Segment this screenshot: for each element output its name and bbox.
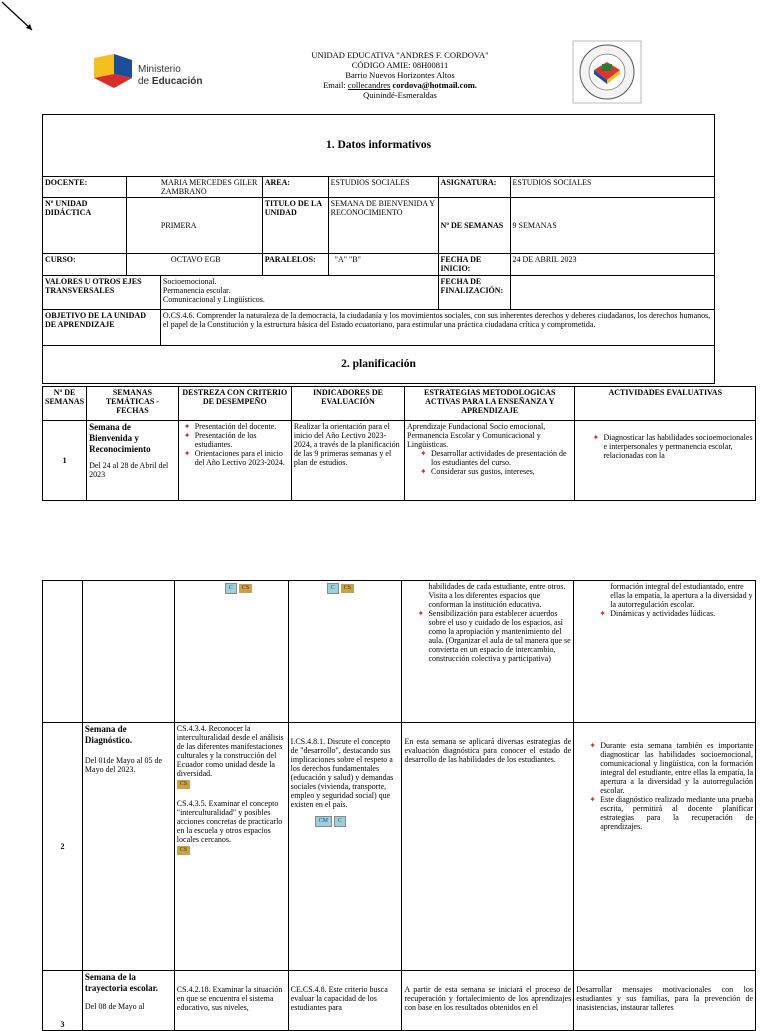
school-address: Barrio Nuevos Horizontes Altos [345, 70, 455, 80]
badge-c-3: C [334, 816, 346, 827]
row3-tema-cell [82, 971, 174, 1031]
header-estrategias: ESTRATEGIAS METODOLOGICAS ACTIVAS PARA LA ENSEÑANZA Y APRENDIZAJE [405, 387, 575, 421]
row1-fecha: Del 24 al 28 de Abril del 2023 [89, 461, 169, 479]
corner-arrow-icon [0, 0, 40, 40]
row1-estrategia: Aprendizaje Fundacional Socio emocional, Permanencia Escolar y Comunicacional y Lingüísticas. ✦ Desarrollar actividades de presentación de los estudiantes del curso. ✦ Considerar sus gustos, intereses, [405, 421, 575, 501]
badge-cm: CM [315, 816, 332, 827]
school-name: UNIDAD EDUCATIVA "ANDRES F. CORDOVA" [311, 50, 489, 60]
row2-num: 2 [43, 723, 83, 971]
asignatura-label: ASIGNATURA: [438, 177, 510, 198]
row3-fecha: Del 08 de Mayo al [84, 1002, 145, 1011]
row2-tema: Semana de Diagnóstico. [84, 724, 133, 745]
semanas-label: Nº DE SEMANAS [438, 198, 510, 254]
badge-cs-2: CS [341, 584, 354, 593]
school-email: Email: collecandres cordova@hotmail.com. [323, 80, 477, 90]
badge-cs: CS [239, 584, 252, 593]
titulo-value: SEMANA DE BIENVENIDA Y RECONOCIMIENTO [328, 198, 438, 254]
header-indicadores: INDICADORES DE EVALUACIÓN [291, 387, 404, 421]
valores-value: Socioemocional. Permanencia escolar. Comunicacional y Lingüísticos. [160, 276, 438, 310]
row3-destreza: CS.4.2.18. Examinar la situación en que se encuentra el sistema educativo, sus niveles, [174, 971, 288, 1031]
cont-num [43, 581, 83, 723]
row3-actividades: Desarrollar mensajes motivacionales con los estudiantes y sus familias, para la prevención de inasistencias, instaurar talleres [574, 971, 756, 1031]
cont-indicador [288, 581, 402, 723]
section1-title: 1. Datos informativos [43, 115, 715, 177]
semanas-value: 9 SEMANAS [510, 198, 714, 254]
school-header [260, 50, 540, 100]
badge-c-2: C [327, 583, 339, 594]
row1-num: 1 [43, 421, 87, 501]
ministry-flag-icon [92, 52, 136, 92]
row2-actividades: ✦ Durante esta semana también es importante diagnosticar las habilidades socioemocional, comunicacional y lingüística, con la formación integral del estudiante, entre ellas la empatía, la apertura a la diversidad y la autorregulación escolar. ✦ Este diagnóstico realizado mediante una prueba escrita, permitirá al docente planificar estrategias para la recuperación de aprendizajes. [574, 723, 756, 971]
row1-actividades: ✦ Diagnosticar las habilidades socioemocionales e interpersonales y permanencia escolar, relacionadas con la [575, 421, 756, 501]
unidad-value: PRIMERA [126, 198, 262, 254]
planificacion-table-continued [42, 580, 756, 1031]
row1-indicador: Realizar la orientación para el inicio del Año Lectivo 2023-2024, a través de la planificación de las 9 primeras semanas y el plan de estudios. [291, 421, 404, 501]
paralelos-value: "A" "B" [328, 254, 438, 276]
badge-cs-3: CS [177, 780, 190, 789]
area-value: ESTUDIOS SOCIALES [328, 177, 438, 198]
row3-num: 3 [43, 971, 83, 1031]
badge-cs-4: CS [177, 846, 190, 855]
cont-destreza [174, 581, 288, 723]
badge-c: C [225, 583, 237, 594]
titulo-label: TITULO DE LA UNIDAD [262, 198, 328, 254]
objetivo-label: OBJETIVO DE LA UNIDAD DE APRENDIZAJE [43, 310, 161, 346]
header-semanas-tematicas: SEMANAS TEMÁTICAS - FECHAS [87, 387, 179, 421]
row2-fecha: Del 01de Mayo al 05 de Mayo del 2023. [84, 756, 162, 774]
cont-estrategia: habilidades de cada estudiante, entre otros. Visita a los diferentes espacios que conforman la institución educativa. ✦ Sensibilización para establecer acuerdos sobre el uso y cuidado de los espacios, así como la apropiación y mantenimiento del aula. (Organizar el aula de tal manera que se convierta en un espacio de intercambio, construcción colectiva y participativa) [402, 581, 574, 723]
valores-label: VALORES U OTROS EJES TRANSVERSALES [43, 276, 161, 310]
row1-destreza: ✦ Presentación del docente. ✦ Presentación de los estudiantes. ✦ Orientaciones para el inicio del Año Lectivo 2023-2024. [178, 421, 291, 501]
row3-estrategia: A partir de esta semana se iniciará el proceso de recuperación y fortalecimiento de los aprendizajes con base en los resultados obtenidos en el [402, 971, 574, 1031]
inicio-label: FECHA DE INICIO: [438, 254, 510, 276]
area-label: AREA: [262, 177, 328, 198]
datos-informativos-table [42, 114, 715, 384]
row2-tema-cell [82, 723, 174, 971]
inicio-value: 24 DE ABRIL 2023 [510, 254, 714, 276]
row3-tema: Semana de la trayectoria escolar. [84, 972, 159, 993]
header-num-semanas: Nº DE SEMANAS [43, 387, 87, 421]
asignatura-value: ESTUDIOS SOCIALES [510, 177, 714, 198]
ministry-name-line1: Ministerio [138, 64, 181, 75]
ministry-name-line2: de Educación [138, 76, 203, 87]
ministry-logo [92, 52, 212, 92]
cont-actividades: formación integral del estudiantado, entre ellas la empatía, la apertura a la diversidad y la autorregulación escolar. ✦ Dinámicas y actividades lúdicas. [574, 581, 756, 723]
section2-title: 2. planificación [43, 346, 715, 384]
header-actividades: ACTIVIDADES EVALUATIVAS [575, 387, 756, 421]
paralelos-label: PARALELOS: [262, 254, 328, 276]
objetivo-value: O.CS.4.6. Comprender la naturaleza de la democracia, la ciudadanía y los movimientos sociales, con sus inherentes derechos y deberes ciudadanos, los derechos humanos, el papel de la Constitución y la estructura básica del Estado ecuatoriano, para estimular una práctica ciudadana crítica y comprometida. [160, 310, 714, 346]
finalizacion-label: FECHA DE FINALIZACIÓN: [438, 276, 510, 310]
docente-label: DOCENTE: [43, 177, 127, 198]
amie-code: CÓDIGO AMIE: 08H00811 [351, 60, 449, 70]
row2-destreza: CS.4.3.4. Reconocer la interculturalidad desde el análisis de las diferentes manifestaciones culturales y la construcción del Ecuador como unidad desde la diversidad. CS CS.4.3.5. Examinar el concepto "interculturalidad" y posibles acciones concretas de practicarlo en la escuela y otros espacios locales cercanos. CS [174, 723, 288, 971]
unidad-label: Nº UNIDAD DIDÁCTICA [43, 198, 127, 254]
row1-tema-cell [87, 421, 179, 501]
row2-estrategia: En esta semana se aplicará diversas estrategias de evaluación diagnóstica para conocer el estado de desarrollo de las habilidades de los estudiantes. [402, 723, 574, 971]
header-destreza: DESTREZA CON CRITERIO DE DESEMPEÑO [178, 387, 291, 421]
planificacion-table [42, 386, 756, 501]
cont-tema [82, 581, 174, 723]
curso-label: CURSO: [43, 254, 127, 276]
row2-indicador: I.CS.4.8.1. Discute el concepto de "desarrollo", destacando sus implicaciones sobre el respeto a los derechos fundamentales (educación y salud) y demandas sociales (vivienda, transporte, empleo y seguridad social) que existen en el país. CM C [288, 723, 402, 971]
row1-tema: Semana de Bienvenida y Reconocimiento [89, 422, 151, 454]
finalizacion-value [510, 276, 714, 310]
curso-value: OCTAVO EGB [126, 254, 262, 276]
school-seal-icon [572, 40, 642, 104]
school-city: Quinindé-Esmeraldas [363, 90, 437, 100]
row3-indicador: CE.CS.4.8. Este criterio busca evaluar la capacidad de los estudiantes para [288, 971, 402, 1031]
docente-value: MARIA MERCEDES GILER ZAMBRANO [126, 177, 262, 198]
